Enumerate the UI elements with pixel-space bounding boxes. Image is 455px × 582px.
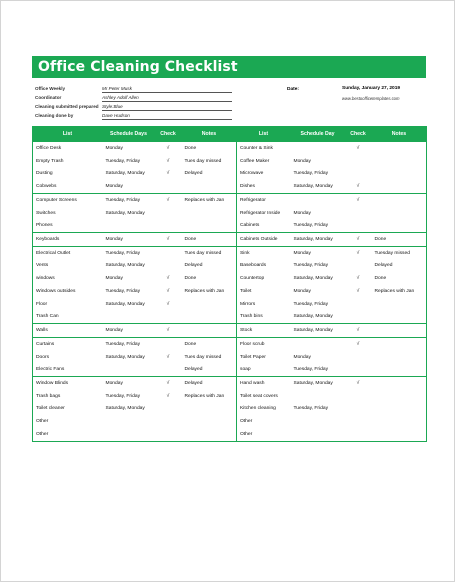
schedule-right: Saturday, Monday — [291, 310, 345, 323]
schedule-left — [103, 363, 155, 376]
check-left[interactable]: √ — [166, 393, 170, 399]
check-right[interactable] — [345, 310, 372, 323]
schedule-left: Saturday, Monday — [105, 263, 145, 269]
notes-left: Replaces with Jan — [182, 285, 237, 298]
schedule-right — [291, 428, 345, 441]
notes-left: Delayed — [182, 167, 237, 180]
title-bar — [32, 56, 426, 78]
notes-left: Delayed — [182, 260, 237, 273]
notes-left — [182, 180, 237, 193]
list-item-left: Empty Trash — [33, 155, 103, 168]
list-item-right: Refrigerator Inside — [240, 210, 281, 216]
list-item-right: Toilet — [240, 288, 252, 294]
check-right[interactable] — [345, 390, 372, 403]
list-item-right: Cabinets Outside — [237, 233, 291, 247]
table-row — [33, 377, 427, 390]
list-item-right: Toilet Paper — [240, 354, 266, 360]
check-right[interactable]: √ — [356, 250, 360, 256]
notes-right — [372, 310, 427, 323]
notes-right — [372, 155, 427, 168]
table-row — [33, 428, 427, 441]
list-item-right: Trash bins — [237, 310, 291, 323]
header-list-right: List — [237, 127, 291, 142]
check-right[interactable] — [345, 415, 372, 428]
list-item-left: Floor — [33, 298, 103, 311]
check-right[interactable] — [345, 155, 372, 168]
check-right[interactable] — [345, 260, 372, 273]
table-row — [33, 272, 427, 285]
header-list-left: List — [33, 127, 103, 142]
notes-right: Done — [372, 233, 427, 247]
schedule-right: Monday — [293, 354, 311, 360]
schedule-left: Monday — [103, 233, 155, 247]
list-item-right: Refrigerator — [240, 197, 266, 203]
notes-right — [372, 193, 427, 206]
schedule-left: Monday — [103, 180, 155, 193]
notes-left — [182, 428, 237, 441]
table-row — [33, 310, 427, 323]
checklist-table — [32, 126, 427, 442]
schedule-right: Saturday, Monday — [293, 381, 333, 387]
list-item-left: Windows outsides — [33, 285, 103, 298]
list-item-right: Stock — [237, 324, 291, 338]
coordinator-label: Coordinator — [35, 95, 62, 100]
schedule-right — [291, 415, 345, 428]
schedule-left — [103, 415, 155, 428]
list-item-left: Curtains — [33, 337, 103, 350]
check-left[interactable] — [155, 363, 182, 376]
list-item-left: Electric Fans — [33, 363, 103, 376]
list-item-right: Hand wash — [240, 381, 265, 387]
info-row-coordinator — [35, 94, 235, 103]
schedule-right — [291, 142, 345, 155]
schedule-left: Saturday, Monday — [105, 301, 145, 307]
check-left[interactable]: √ — [166, 158, 170, 164]
list-item-right: Coffee Maker — [240, 158, 270, 164]
notes-left: Delayed — [182, 377, 237, 390]
check-right[interactable] — [345, 207, 372, 220]
schedule-left: Tuesday, Friday — [105, 158, 141, 164]
table-row — [33, 298, 427, 311]
notes-left: Done — [182, 337, 237, 350]
schedule-left: Saturday, Monday — [105, 406, 145, 412]
website-text: www.bestoofficetemplates.com — [342, 96, 400, 101]
info-row-done-by — [35, 112, 235, 121]
list-item-left: Vents — [33, 260, 103, 273]
check-right[interactable] — [345, 428, 372, 441]
table-row — [33, 351, 427, 364]
notes-right: Replaces with Jan — [372, 285, 427, 298]
check-right[interactable] — [345, 219, 372, 232]
check-right[interactable] — [345, 167, 372, 180]
notes-left — [182, 310, 237, 323]
schedule-left — [103, 310, 155, 323]
table-row — [33, 246, 427, 259]
schedule-left: Tuesday, Friday — [105, 250, 141, 256]
table-row — [33, 155, 427, 168]
list-item-right: Other — [240, 419, 253, 425]
schedule-left: Saturday, Monday — [105, 210, 145, 216]
notes-left — [182, 207, 237, 220]
schedule-left: Monday — [105, 276, 123, 282]
check-left[interactable]: √ — [155, 233, 182, 247]
check-left[interactable]: √ — [166, 145, 170, 151]
check-right[interactable] — [345, 298, 372, 311]
header-schedule-left: Schedule Days — [103, 127, 155, 142]
schedule-right — [291, 337, 345, 350]
schedule-left: Saturday, Monday — [105, 171, 145, 177]
notes-left — [182, 403, 237, 416]
table-row — [33, 324, 427, 338]
notes-left: Tues day missed — [182, 246, 237, 259]
table-row — [33, 415, 427, 428]
schedule-right: Monday — [293, 158, 311, 164]
schedule-right: Monday — [293, 288, 311, 294]
notes-right — [372, 298, 427, 311]
notes-right — [372, 363, 427, 376]
schedule-right: Tuesday, Friday — [293, 263, 329, 269]
notes-right — [372, 142, 427, 155]
check-right[interactable]: √ — [356, 381, 360, 387]
table-row — [33, 285, 427, 298]
schedule-right: Monday — [293, 250, 311, 256]
check-left[interactable] — [155, 310, 182, 323]
list-item-right: Baseboards — [240, 263, 267, 269]
list-item-right: Toilet seat covers — [240, 393, 278, 399]
check-right[interactable] — [345, 403, 372, 416]
schedule-right: Monday — [293, 210, 311, 216]
check-right[interactable]: √ — [356, 276, 360, 282]
check-left[interactable] — [155, 207, 182, 220]
notes-right — [372, 351, 427, 364]
check-left[interactable]: √ — [155, 324, 182, 338]
notes-left: Done — [182, 272, 237, 285]
schedule-right: Tuesday, Friday — [291, 219, 345, 232]
notes-right — [372, 337, 427, 350]
list-item-right: Countertop — [240, 276, 265, 282]
header-notes-right: Notes — [372, 127, 427, 142]
check-right[interactable]: √ — [356, 288, 360, 294]
list-item-right: Microwave — [240, 171, 264, 177]
table-row — [33, 363, 427, 376]
list-item-left: Window Blinds — [33, 377, 103, 390]
check-left[interactable]: √ — [166, 171, 170, 177]
notes-right — [372, 415, 427, 428]
header-check-left: Check — [155, 127, 182, 142]
notes-left — [182, 415, 237, 428]
notes-left — [182, 219, 237, 232]
list-item-right: Dishes — [237, 180, 291, 193]
table-row — [33, 390, 427, 403]
week-field[interactable]: Mr Peter Musk — [102, 86, 232, 93]
notes-right — [372, 403, 427, 416]
list-item-left: Walls — [33, 324, 103, 338]
table-row — [33, 233, 427, 247]
notes-right — [372, 167, 427, 180]
notes-right — [372, 207, 427, 220]
notes-right — [372, 180, 427, 193]
list-item-left: Other — [33, 415, 103, 428]
notes-left: Tues day missed — [182, 155, 237, 168]
list-item-right: Kitchen cleaning — [240, 406, 276, 412]
table-row — [33, 207, 427, 220]
week-label: Office Weekly — [35, 86, 66, 91]
check-right[interactable]: √ — [356, 197, 360, 203]
schedule-left — [103, 219, 155, 232]
notes-left — [182, 324, 237, 338]
list-item-right: Sink — [240, 250, 250, 256]
table-header-row — [33, 127, 427, 142]
notes-right — [372, 390, 427, 403]
check-right[interactable]: √ — [345, 180, 372, 193]
table-row — [33, 219, 427, 232]
check-left[interactable] — [155, 337, 182, 350]
check-left[interactable]: √ — [166, 354, 170, 360]
check-right[interactable]: √ — [356, 341, 360, 347]
schedule-left: Tuesday, Friday — [105, 197, 141, 203]
check-right[interactable]: √ — [356, 145, 360, 151]
schedule-left — [103, 428, 155, 441]
list-item-right: Counter & Sink — [240, 145, 273, 151]
check-right[interactable]: √ — [345, 233, 372, 247]
list-item-left: Trash bags — [33, 390, 103, 403]
list-item-right: Mirrors — [240, 301, 256, 307]
done-by-label: Cleaning done by — [35, 113, 74, 118]
schedule-right: Tuesday, Friday — [291, 363, 345, 376]
check-left[interactable] — [155, 403, 182, 416]
date-label: Date: — [287, 87, 299, 92]
notes-left: Delayed — [182, 363, 237, 376]
schedule-right: Tuesday, Friday — [293, 301, 329, 307]
table-row — [33, 403, 427, 416]
schedule-left: Tuesday, Friday — [105, 288, 141, 294]
check-left[interactable] — [155, 428, 182, 441]
check-left[interactable]: √ — [166, 301, 170, 307]
list-item-left: Electrical Outlet — [33, 246, 103, 259]
list-item-left: Switches — [33, 207, 103, 220]
schedule-left: Monday — [103, 324, 155, 338]
check-left[interactable]: √ — [166, 381, 170, 387]
check-left[interactable]: √ — [166, 197, 170, 203]
notes-right — [372, 324, 427, 338]
notes-left: Done — [182, 142, 237, 155]
submitted-field[interactable]: Style:Blue — [102, 104, 232, 111]
info-row-submitted — [35, 103, 235, 112]
schedule-right — [291, 193, 345, 206]
notes-left: Done — [182, 233, 237, 247]
list-item-left: windows — [33, 272, 103, 285]
schedule-left: Tuesday, Friday — [105, 393, 141, 399]
notes-right: Delayed — [372, 260, 427, 273]
check-right[interactable]: √ — [345, 324, 372, 338]
table-row — [33, 337, 427, 350]
page-title: Office Cleaning Checklist — [38, 59, 238, 75]
date-value: Sunday, January 27, 2019 — [342, 86, 401, 91]
schedule-right — [291, 390, 345, 403]
schedule-left: Monday — [105, 381, 123, 387]
schedule-right: Saturday, Monday — [291, 180, 345, 193]
notes-left: Tues day missed — [182, 351, 237, 364]
notes-right — [372, 219, 427, 232]
check-left[interactable] — [155, 260, 182, 273]
table-row — [33, 193, 427, 206]
check-left[interactable]: √ — [166, 276, 170, 282]
notes-right — [372, 428, 427, 441]
coordinator-field[interactable]: Ashley Adolf Allen — [102, 95, 232, 102]
check-left[interactable] — [155, 246, 182, 259]
notes-left: Replaces with Jan — [182, 390, 237, 403]
schedule-left: Tuesday, Friday — [105, 341, 141, 347]
check-left[interactable]: √ — [166, 288, 170, 294]
schedule-right: Saturday, Monday — [291, 233, 345, 247]
list-item-left: Doors — [33, 351, 103, 364]
notes-right: Tuesday missed — [372, 246, 427, 259]
list-item-left: Other — [33, 428, 103, 441]
table-row — [33, 167, 427, 180]
schedule-left: Monday — [105, 145, 123, 151]
submitted-label: Cleaning submitted prepared — [35, 104, 99, 109]
check-right[interactable] — [345, 351, 372, 364]
list-item-right: Floor scrub — [240, 341, 265, 347]
schedule-right: Tuesday, Friday — [293, 171, 329, 177]
table-row — [33, 260, 427, 273]
check-left[interactable] — [155, 415, 182, 428]
list-item-right: Cabinets — [237, 219, 291, 232]
list-item-left: Keyboards — [33, 233, 103, 247]
done-by-field[interactable]: Dave Hudson — [102, 113, 232, 120]
list-item-left: Computer Screens — [33, 193, 103, 206]
list-item-right: soap — [237, 363, 291, 376]
list-item-left: Cobwebs — [33, 180, 103, 193]
schedule-right: Tuesday, Friday — [293, 406, 329, 412]
notes-left — [182, 298, 237, 311]
header-notes-left: Notes — [182, 127, 237, 142]
schedule-right: Saturday, Monday — [291, 324, 345, 338]
notes-right: Done — [372, 272, 427, 285]
list-item-left: Office Desk — [33, 142, 103, 155]
header-check-right: Check — [345, 127, 372, 142]
check-right[interactable] — [345, 363, 372, 376]
list-item-left: Trash Can — [33, 310, 103, 323]
list-item-left: Dusting — [33, 167, 103, 180]
check-left[interactable] — [155, 219, 182, 232]
list-item-right: Other — [237, 428, 291, 441]
table-row — [33, 180, 427, 193]
notes-left: Replaces with Jan — [182, 193, 237, 206]
header-schedule-right: Schedule Day — [291, 127, 345, 142]
check-left[interactable] — [155, 180, 182, 193]
notes-right — [372, 377, 427, 390]
schedule-left: Saturday, Monday — [105, 354, 145, 360]
list-item-left: Toilet cleaner — [33, 403, 103, 416]
table-row — [33, 142, 427, 155]
schedule-right: Saturday, Monday — [293, 276, 333, 282]
list-item-left: Phones — [33, 219, 103, 232]
info-row-week — [35, 85, 235, 94]
